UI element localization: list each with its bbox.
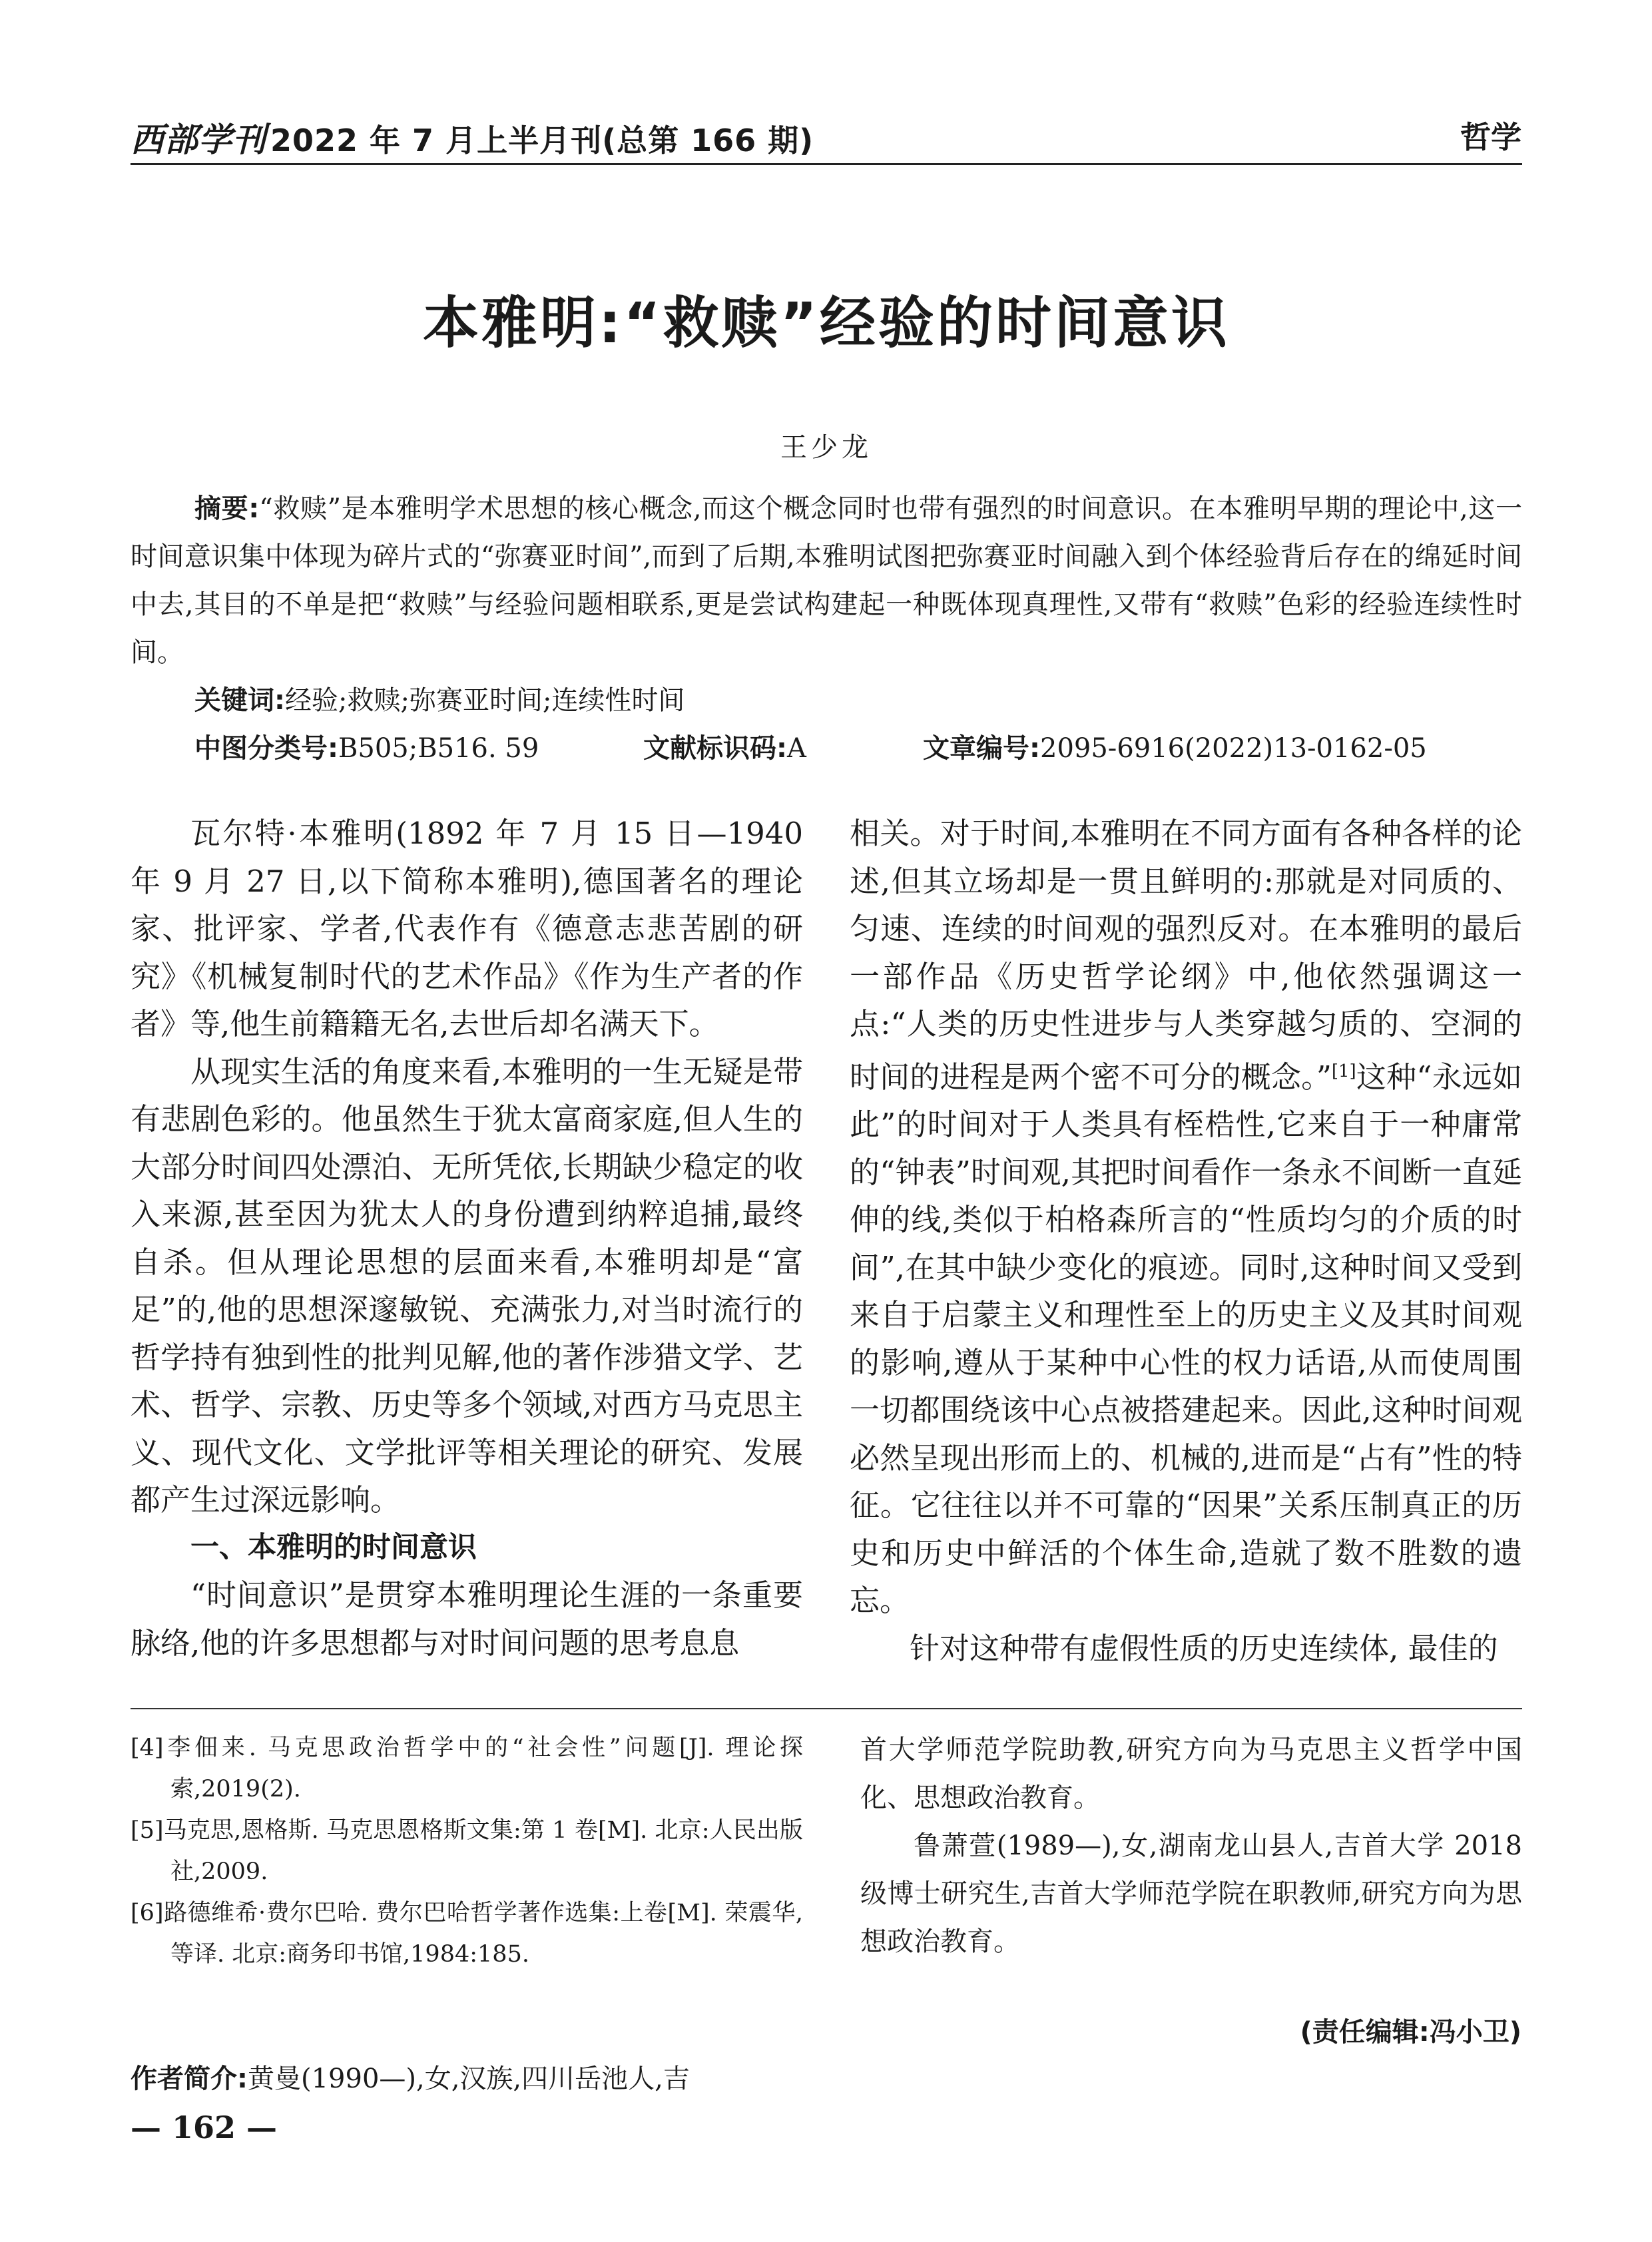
journal-logo: 西部学刊 — [131, 120, 266, 159]
citation-marker: [1] — [1331, 1061, 1356, 1081]
keywords-label: 关键词: — [194, 685, 285, 716]
running-header-journal — [131, 113, 814, 161]
issue-info: 2022 年 7 月上半月刊(总第 166 期) — [270, 123, 814, 158]
bio-text: 黄曼(1990—),女,汉族,四川岳池人,吉 — [248, 2064, 690, 2094]
section-heading: 一、本雅明的时间意识 — [190, 1530, 477, 1564]
reference-item: [5]马克思,恩格斯. 马克思恩格斯文集:第 1 卷[M]. 北京:人民出版社,2009. — [131, 1817, 803, 1885]
author-bio-continued — [860, 1726, 1522, 1966]
paragraph: 从现实生活的角度来看,本雅明的一生无疑是带有悲剧色彩的。他虽然生于犹太富商家庭,但人生的大部分时间四处漂泊、无所凭依,长期缺少稳定的收入来源,甚至因为犹太人的身份遭到纳粹追捕,最终自杀。但从理论思想的层面来看,本雅明却是“富足”的,他的思想深邃敏锐、充满张力,对当时流行的哲学持有独到性的批判见解,他的著作涉猎文学、艺术、哲学、宗教、历史等多个领域,对西方马克思主义、现代文化、文学批评等相关理论的研究、发展都产生过深远影响。 — [131, 1053, 803, 1518]
art-value: 2095-6916(2022)13-0162-05 — [1040, 733, 1427, 764]
responsible-editor: (责任编辑:冯小卫) — [1300, 2017, 1521, 2048]
paragraph-text: 相关。对于时间,本雅明在不同方面有各种各样的论述,但其立场却是一贯且鲜明的:那就是对同质的、匀速、连续的时间观的强烈反对。在本雅明的最后一部作品《历史哲学论纲》中,他依然强调这一点:“人类的历史性进步与人类穿越匀质的、空洞的时间的进程是两个密不可分的概念。” — [850, 816, 1522, 1095]
reference-item: [4]李佃来. 马克思政治哲学中的“社会性”问题[J]. 理论探索,2019(2). — [131, 1735, 803, 1803]
paragraph — [850, 810, 1522, 1625]
paragraph: 瓦尔特·本雅明(1892 年 7 月 15 日—1940 年 9 月 27 日,以下简称本雅明),德国著名的理论家、批评家、学者,代表作有《德意志悲苦剧的研究》《机械复制时代的艺术作品》《作为生产者的作者》等,他生前籍籍无名,去世后却名满天下。 — [131, 816, 803, 1041]
paragraph: 针对这种带有虚假性质的历史连续体, 最佳的 — [910, 1630, 1498, 1666]
paragraph: “时间意识”是贯穿本雅明理论生涯的一条重要脉络,他的许多思想都与对时间问题的思考息息 — [131, 1577, 803, 1661]
reference-list — [131, 1727, 803, 1975]
art-label: 文章编号: — [923, 733, 1040, 764]
keywords-text: 经验;救赎;弥赛亚时间;连续性时间 — [285, 685, 685, 716]
author-bio — [131, 2058, 803, 2096]
doc-label: 文献标识码: — [643, 733, 787, 764]
abstract-text: “救赎”是本雅明学术思想的核心概念,而这个概念同时也带有强烈的时间意识。在本雅明早期的理论中,这一时间意识集中体现为碎片式的“弥赛亚时间”,而到了后期,本雅明试图把弥赛亚时间融入到个体经验背后存在的绵延时间中去,其目的不单是把“救赎”与经验问题相联系,更是尝试构建起一种既体现真理性,又带有“救赎”色彩的经验连续性时间。 — [131, 493, 1522, 668]
keywords — [194, 679, 685, 717]
abstract-label: 摘要: — [194, 493, 260, 524]
running-header-section: 哲学 — [1460, 119, 1521, 155]
page-number: — 162 — — [131, 2109, 278, 2145]
doc-value: A — [787, 733, 806, 764]
bio-text: 鲁萧萱(1989—),女,湖南龙山县人,吉首大学 2018 级博士研究生,吉首大学师范学院在职教师,研究方向为思想政治教育。 — [860, 1830, 1522, 1957]
clc-number — [194, 727, 539, 765]
article-author: 王少龙 — [780, 432, 872, 463]
abstract — [131, 485, 1522, 677]
document-code — [643, 727, 806, 765]
footnote-rule — [131, 1708, 1522, 1709]
body-column-left — [131, 810, 803, 1667]
clc-value: B505;B516. 59 — [338, 733, 539, 764]
bio-text: 首大学师范学院助教,研究方向为马克思主义哲学中国化、思想政治教育。 — [860, 1735, 1522, 1813]
header-rule — [131, 163, 1522, 165]
article-title: 本雅明:“救赎”经验的时间意识 — [422, 290, 1230, 356]
body-column-right — [850, 810, 1522, 1672]
paragraph-text: 这种“永远如此”的时间对于人类具有桎梏性,它来自于一种庸常的“钟表”时间观,其把时间看作一条永不间断一直延伸的线,类似于柏格森所言的“性质均匀的介质的时间”,在其中缺少变化的痕迹。同时,这种时间又受到来自于启蒙主义和理性至上的历史主义及其时间观的影响,遵从于某种中心性的权力话语,从而使周围一切都围绕该中心点被搭建起来。因此,这种时间观必然呈现出形而上的、机械的,进而是“占有”性的特征。它往往以并不可靠的“因果”关系压制真正的历史和历史中鲜活的个体生命,造就了数不胜数的遗忘。 — [850, 1059, 1522, 1618]
article-number — [923, 727, 1427, 765]
bio-label: 作者简介: — [131, 2064, 248, 2094]
clc-label: 中图分类号: — [194, 733, 338, 764]
reference-item: [6]路德维希·费尔巴哈. 费尔巴哈哲学著作选集:上卷[M]. 荣震华,等译. 北京:商务印书馆,1984:185. — [131, 1900, 803, 1968]
